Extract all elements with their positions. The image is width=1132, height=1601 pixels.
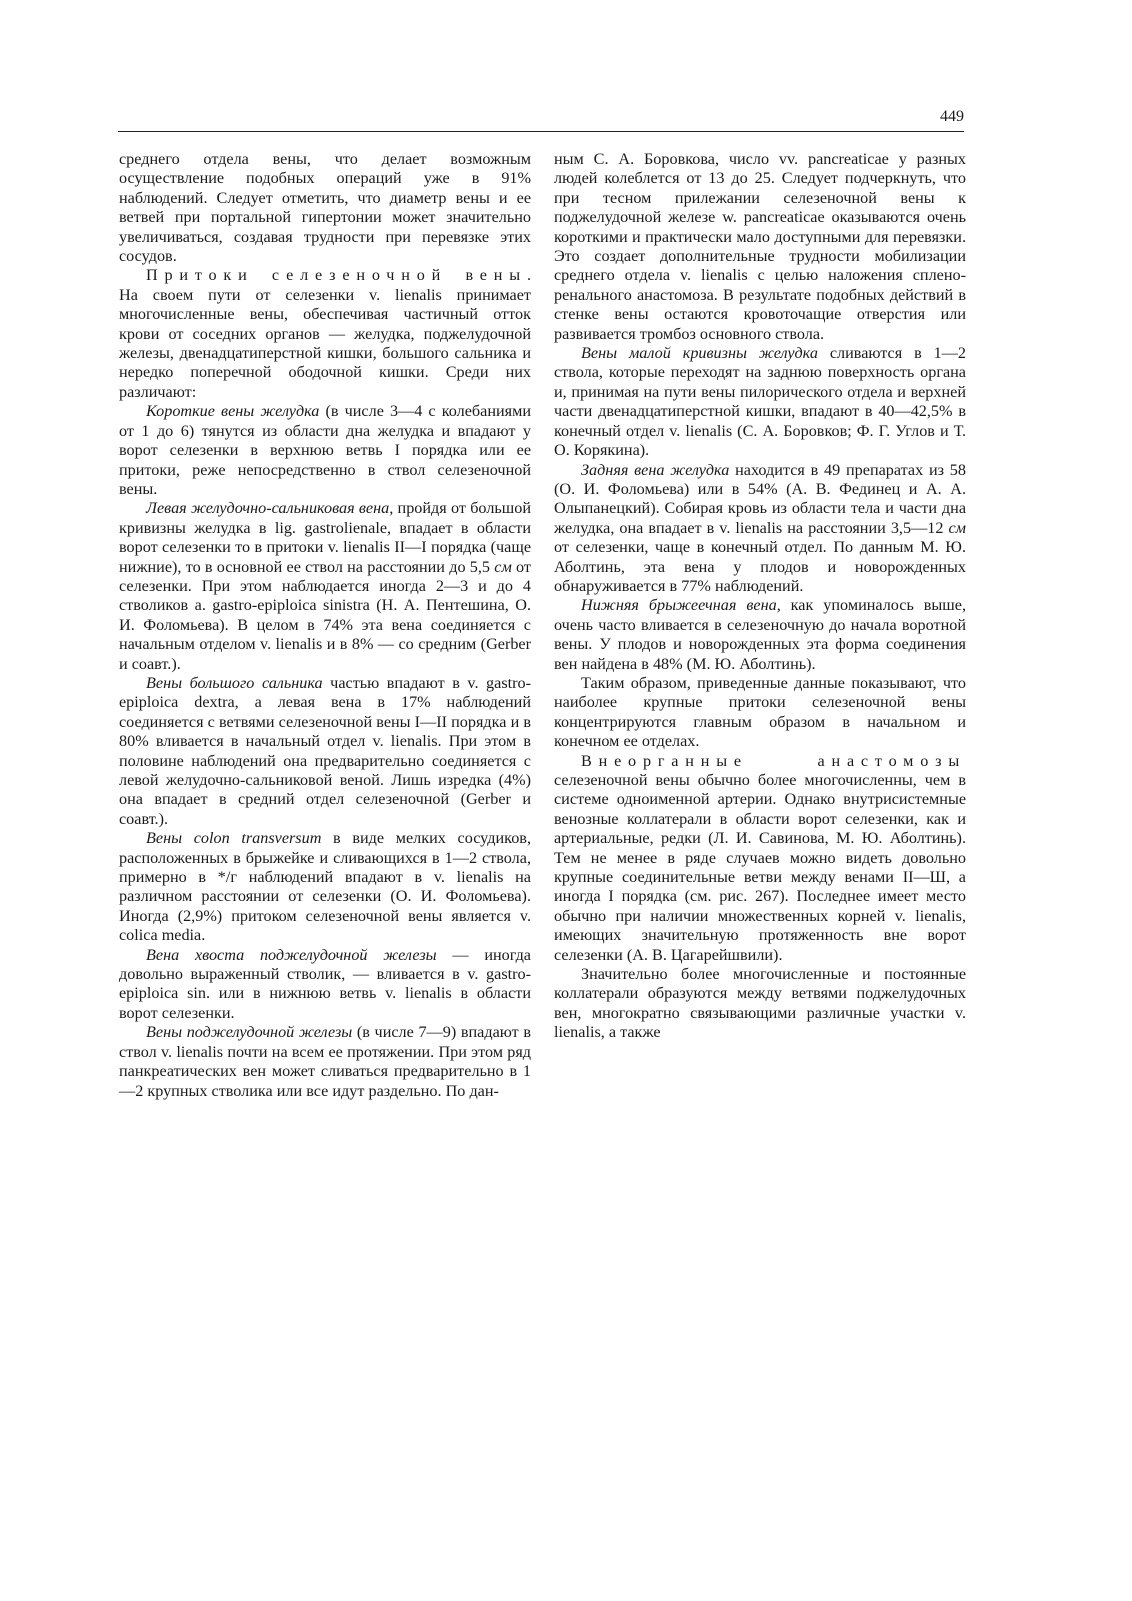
italic-term: Вены малой кривизны желудка	[581, 344, 818, 363]
paragraph	[119, 499, 531, 674]
paragraph	[554, 752, 966, 965]
right-column	[554, 150, 966, 1043]
paragraph-text: пройдя от большой кривизны желудка в lig. gastrolienale, впадает в области ворот селезенки то в притоки v. lienalis II—I порядка (чаще нижние), то в основной ее ствол на расстоянии до 5,5	[119, 499, 531, 576]
paragraph	[554, 965, 966, 1043]
section-heading: Внеорганные анастомозы	[581, 751, 966, 770]
paragraph	[119, 266, 531, 402]
paragraph-text: . На своем пути от селезенки v. lienalis принимает многочисленные вены, обеспечивая частичный отток крови от соседних органов — желудка, поджелудочной железы, двенадцатиперстной кишки, большого сальника и нередко поперечной ободочной кишки. Среди них различают:	[119, 266, 531, 401]
paragraph	[554, 674, 966, 752]
paragraph-text: сливаются в 1—2 ствола, которые переходят на заднюю поверхность органа и, принимая на пути вены пилорического отдела и верхней части двенадцатиперстной кишки, впадают в 40—42,5% в конечный отдел v. lienalis (С. А. Боровков; Ф. Г. Углов и Т. О. Корякина).	[554, 344, 966, 460]
header-rule	[118, 131, 964, 132]
paragraph-text: Таким образом, приведенные данные показывают, что наиболее крупные притоки селезеночной вены концентрируются главным образом в начальном и конечном ее отделах.	[554, 673, 966, 751]
italic-term: Вены большого сальника	[146, 673, 323, 692]
paragraph	[554, 344, 966, 460]
paragraph-text: от селезенки. При этом наблюдается иногда 2—3 и до 4 стволиков a. gastro-epiploica sinistra (Н. А. Пентешина, О. И. Фоломьева). В целом в 74% эта вена соединяется с начальным отделом v. lienalis и в 8% — со средним (Gerber и соавт.).	[119, 557, 531, 673]
paragraph-text: (в числе 3—4 с колебаниями от 1 до 6) тянутся из области дна желудка и впадают у ворот селезенки в верхнюю ветвь I порядка или ее притоки, реже непосредственно в ствол селезеночной вены.	[119, 402, 531, 498]
paragraph-text: ным С. А. Боровкова, число vv. pancreaticae у разных людей колеблется от 13 до 25. Следует подчеркнуть, что при тесном прилежании селезеночной вены к поджелудочной железе w. pancreaticae оказываются очень короткими и практически мало доступными для перевязки. Это создает дополнительные трудности мобилизации среднего отдела v. lienalis с целью наложения сплено-ренального анастомоза. В результате подобных действий в стенке вены остаются кровоточащие отверстия или развивается тромбоз основного ствола.	[554, 150, 966, 343]
italic-term: Вены поджелудочной железы	[146, 1023, 353, 1042]
paragraph-text: среднего отдела вены, что делает возможным осуществление подобных операций уже в 91% наблюдений. Следует отметить, что диаметр вены и ее ветвей при портальной гипертонии может значительно увеличиваться, создавая трудности при перевязке этих сосудов.	[119, 150, 531, 266]
paragraph-text: частью впадают в v. gastro-epiploica dextra, а левая вена в 17% наблюдений соединяется с ветвями селезеночной вены I—II порядка и в 80% вливается в начальный отдел v. lienalis. При этом в половине наблюдений она предварительно соединяется с левой желудочно-сальниковой веной. Лишь изредка (4%) она впадает в средний отдел селезеночной (Gerber и соавт.).	[119, 673, 532, 828]
italic-term: Вены colon transversum	[146, 829, 322, 848]
paragraph-text: — иногда довольно выраженный стволик, — вливается в v. gastro-epiploica sin. или в нижнюю ветвь v. lienalis в области ворот селезенки.	[119, 945, 531, 1022]
paragraph-text: Значительно более многочисленные и постоянные коллатерали образуются между ветвями поджелудочных вен, многократно связывающими различные участки v. lienalis, а также	[554, 965, 966, 1042]
paragraph-text: (в числе 7—9) впадают в ствол v. lienalis почти на всем ее протяжении. При этом ряд панкреатических вен может сливаться предварительно в 1—2 крупных стволика или все идут раздельно. По дан-	[119, 1023, 531, 1100]
page-number: 449	[940, 108, 964, 125]
italic-term: Задняя вена желудка	[581, 460, 730, 479]
paragraph	[119, 150, 531, 266]
paragraph	[119, 946, 531, 1024]
paragraph-text: находится в 49 препаратах из 58 (О. И. Фоломьева) или в 54% (А. В. Фединец и А. А. Олыпанецкий). Собирая кровь из области тела и части дна желудка, она впадает в v. lienalis на расстоянии 3,5—12	[554, 460, 966, 537]
paragraph-text: в виде мелких сосудиков, расположенных в брыжейке и сливающихся в 1—2 ствола, примерно в */г наблюдений впадают в v. lienalis на различном расстоянии от селезенки (О. И. Фоломьева). Иногда (2,9%) притоком селезеночной вены является v. colica media.	[119, 829, 531, 945]
italic-term: Левая желудочно-сальниковая вена,	[146, 499, 394, 518]
paragraph	[119, 829, 531, 945]
paragraph-text: селезеночной вены обычно более многочисленны, чем в системе одноименной артерии. Однако внутрисистемные венозные коллатерали в области ворот селезенки, как и артериальные, редки (Л. И. Савинова, М. Ю. Аболтинь). Тем не менее в ряде случаев можно видеть довольно крупные соединительные ветви между венами II—Ш, а иногда I порядка (см. рис. 267). Последнее имеет место обычно при наличии множественных корней v. lienalis, имеющих значительную протяженность вне ворот селезенки (А. В. Цагарейшвили).	[554, 771, 966, 964]
paragraph-text: как упоминалось выше, очень часто вливается в селезеночную до начала воротной вены. У плодов и новорожденных эта форма соединения вен найдена в 48% (М. Ю. Аболтинь).	[554, 596, 967, 673]
paragraph	[119, 1023, 531, 1101]
paragraph	[554, 596, 966, 674]
italic-term: см	[948, 518, 966, 537]
paragraph	[119, 674, 531, 829]
italic-term: Короткие вены желудка	[146, 402, 320, 421]
italic-term: Нижняя брыжеечная вена,	[581, 596, 781, 615]
left-column	[119, 150, 531, 1101]
section-heading: Притоки селезеночной вены	[146, 266, 527, 285]
paragraph	[554, 461, 966, 597]
paragraph	[554, 150, 966, 344]
paragraph-text: от селезенки, чаще в конечный отдел. По данным М. Ю. Аболтинь, эта вена у плодов и новорожденных обнаруживается в 77% наблюдений.	[554, 538, 966, 595]
italic-term: Вена хвоста поджелудочной железы	[146, 945, 437, 964]
italic-term: см	[494, 557, 512, 576]
paragraph	[119, 402, 531, 499]
